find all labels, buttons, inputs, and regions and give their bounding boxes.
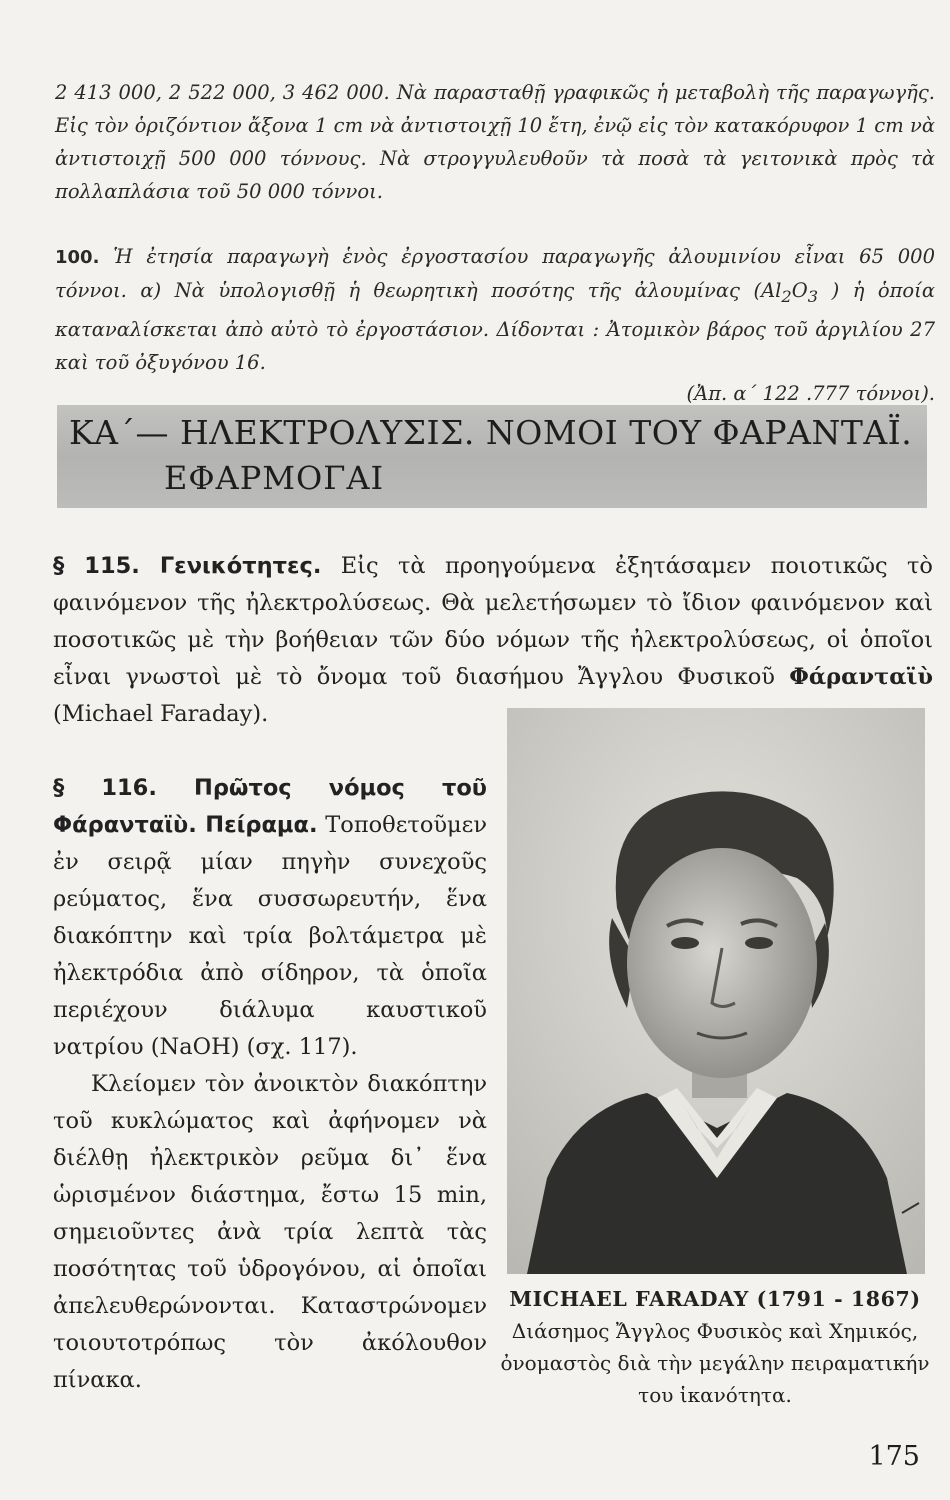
section-116-text-2: Κλείομεν τὸν ἀνοικτὸν διακόπτην τοῦ κυκλώματος καὶ ἀφήνομεν νὰ διέλθῃ ἠλεκτρικὸν ρεῦμα δι᾽ ἕνα ὡρισμένον διάστημα, ἔστω 15 min, σημειοῦντες ἀνὰ τρία λεπτὰ τὰς ποσότητας τοῦ ὑδρογόνου, αἱ ὁποῖαι ἀπελευθερώνονται. Καταστρώνομεν τοιουτοτρόπως τὸν ἀκόλουθον πίνακα. bbox=[53, 1071, 487, 1393]
exercise-continuation bbox=[55, 76, 935, 208]
portrait-caption bbox=[500, 1283, 930, 1411]
exercise-100 bbox=[55, 240, 935, 410]
section-115 bbox=[53, 548, 933, 733]
formula-oxygen: O bbox=[791, 279, 808, 302]
section-115-text-end: (Michael Faraday). bbox=[53, 701, 269, 727]
section-115-text: Εἰς τὰ προηγούμενα ἐξητάσαμεν ποιοτικῶς τὸ φαινόμενον τῆς ἠλεκτρολύσεως. Θὰ μελετήσωμεν τὸ ἴδιον φαινόμενον καὶ ποσοτικῶς μὲ τὴν βοήθειαν τῶν δύο νόμων τῆς ἠλεκτρολύσεως, οἱ ὁποῖοι εἶναι γνωστοὶ μὲ τὸ ὄνομα τοῦ διασήμου Ἄγγλου Φυσικοῦ bbox=[53, 553, 933, 690]
chapter-heading-banner bbox=[57, 405, 927, 508]
page-number: 175 bbox=[868, 1441, 920, 1472]
subscript-3: 3 bbox=[807, 286, 819, 306]
subscript-2: 2 bbox=[781, 286, 792, 306]
chapter-title-line-2: ΕΦΑΡΜΟΓΑΙ bbox=[164, 459, 385, 497]
exercise-continuation-text: 2 413 000, 2 522 000, 3 462 000. Νὰ παρασταθῇ γραφικῶς ἡ μεταβολὴ τῆς παραγωγῆς. Εἰς τὸν ὁριζόντιον ἄξονα 1 cm νὰ ἀντιστοιχῇ 10 ἔτη, ἐνῷ εἰς τὸν κατακόρυφον 1 cm νὰ ἀντιστοιχῇ 500 000 τόννους. Νὰ στρογγυλευθοῦν τὰ ποσὰ τὰ γειτονικὰ πρὸς τὰ πολλαπλάσια τοῦ 50 000 τόννοι. bbox=[55, 81, 935, 203]
faraday-portrait bbox=[507, 708, 925, 1274]
faraday-name-bold: Φάρανταϊὺ bbox=[789, 664, 934, 690]
caption-title: MICHAEL FARADAY (1791 - 1867) bbox=[509, 1287, 921, 1311]
caption-text: Διάσημος Ἄγγλος Φυσικὸς καὶ Χημικός, ὀνομαστὸς διὰ τὴν μεγάλην πειραματικήν του ἱκανότητα. bbox=[500, 1319, 930, 1407]
exercise-100-text-2: ) ἡ ὁποία καταναλίσκεται ἀπὸ αὐτὸ τὸ ἐργοστάσιον. Δίδονται : Ἀτομικὸν βάρος τοῦ ἀργιλίου 27 καὶ τοῦ ὀξυγόνου 16. bbox=[55, 279, 935, 374]
exercise-100-text-1: Ἡ ἐτησία παραγωγὴ ἑνὸς ἐργοστασίου παραγωγῆς ἀλουμινίου εἶναι 65 000 τόννοι. α) Νὰ ὑπολογισθῇ ἡ θεωρητικὴ ποσότης τῆς ἀλουμίνας (Al bbox=[55, 245, 935, 302]
section-116-heading: § 116. Πρῶτος νόμος τοῦ Φάρανταϊὺ. Πείραμα. bbox=[53, 775, 487, 838]
exercise-answer: (Ἀπ. α΄ 122 .777 τόννοι). bbox=[686, 381, 935, 405]
exercise-number: 100. bbox=[55, 247, 100, 268]
section-116-text-1: Τοποθετοῦμεν ἐν σειρᾷ μίαν πηγὴν συνεχοῦς ρεύματος, ἕνα συσσωρευτήν, ἕνα διακόπτην καὶ τρία βολτάμετρα μὲ ἠλεκτρόδια ἀπὸ σίδηρον, τὰ ὁποῖα περιέχουν διάλυμα καυστικοῦ νατρίου (NaOH) (σχ. 117). bbox=[53, 812, 487, 1060]
chapter-title-line-1: ΚΑ΄— ΗΛΕΚΤΡΟΛΥΣΙΣ. ΝΟΜΟΙ ΤΟΥ ΦΑΡΑΝΤΑΪ. bbox=[69, 413, 913, 452]
section-115-heading: § 115. Γενικότητες. bbox=[53, 553, 322, 579]
section-116 bbox=[53, 770, 487, 1399]
